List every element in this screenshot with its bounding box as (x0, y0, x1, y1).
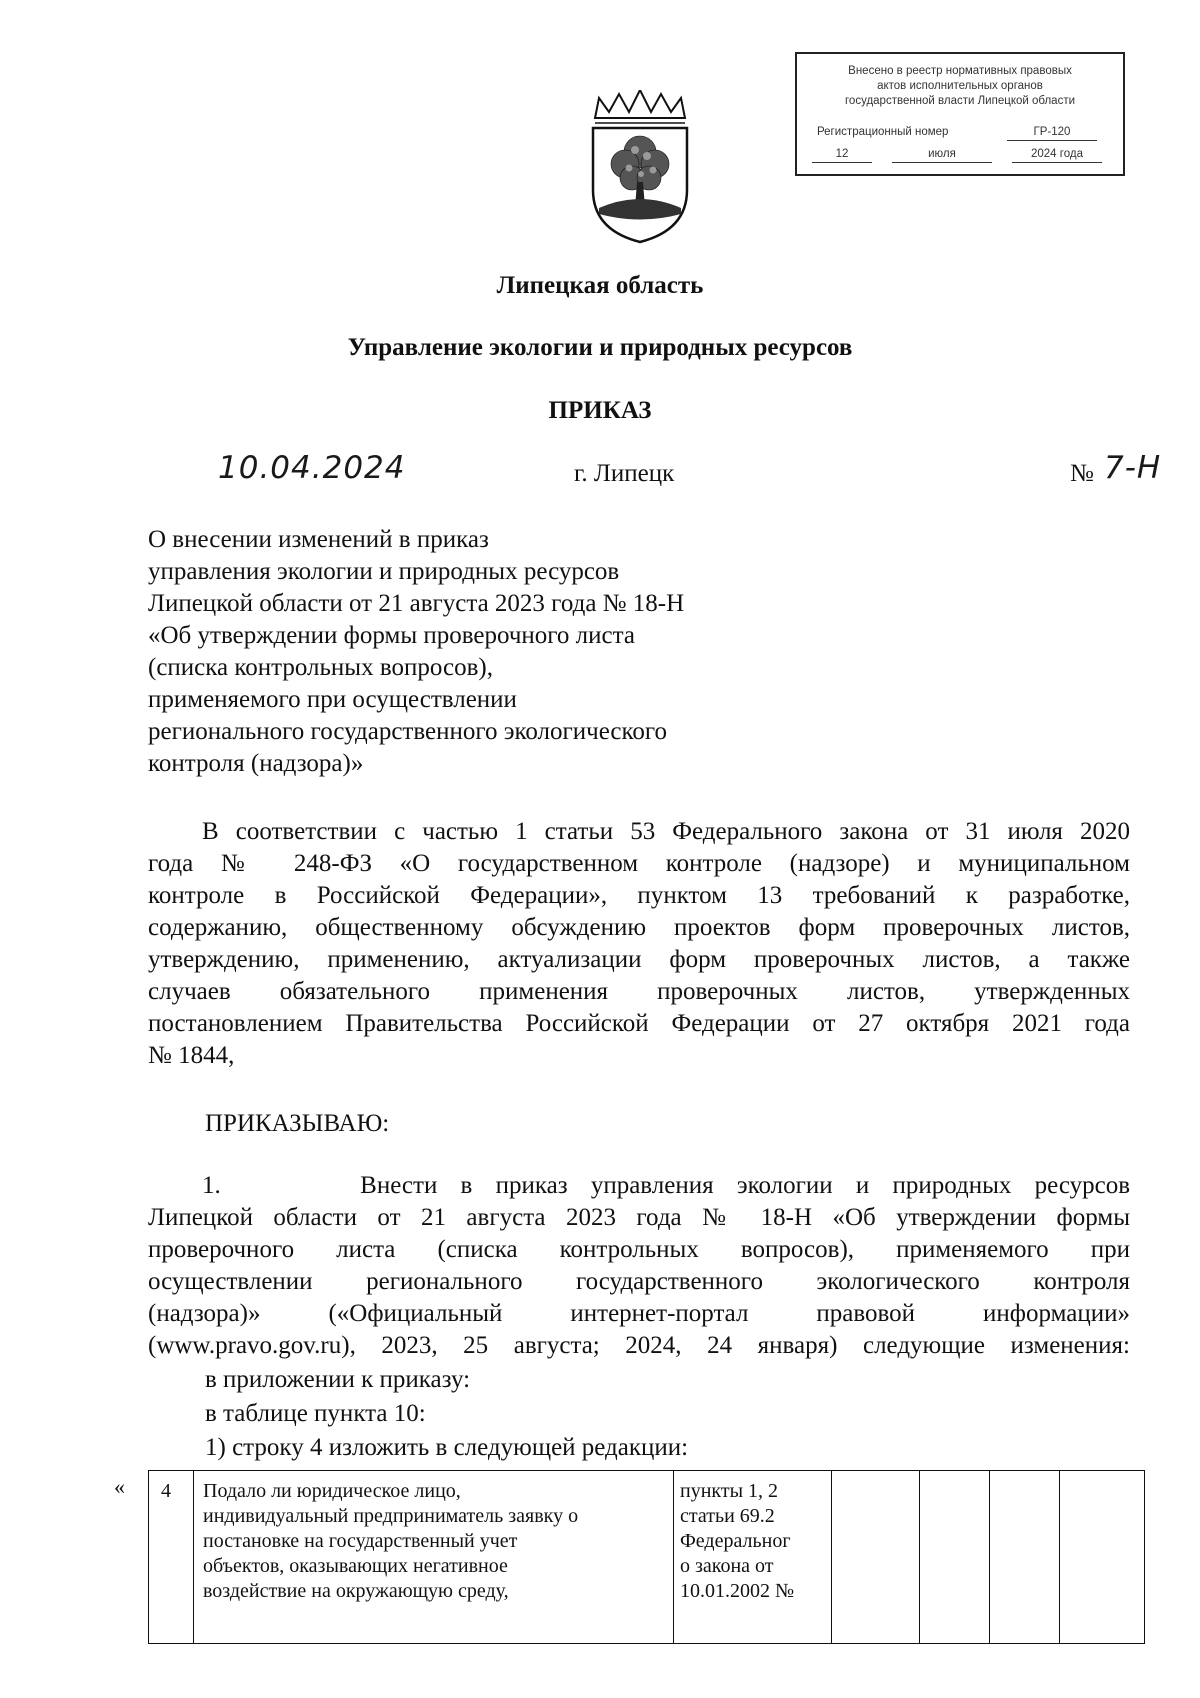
reference-line: пункты 1, 2 (680, 1480, 779, 1502)
sub-line-row4: 1) строку 4 изложить в следующей редакции: (205, 1434, 689, 1461)
title-line: Липецкой области от 21 августа 2023 года № 18-Н (148, 590, 685, 617)
table-open-quote: « (114, 1474, 125, 1499)
table-column-divider (831, 1471, 832, 1643)
title-line: контроля (надзора)» (148, 750, 364, 777)
item-1-paragraph (148, 1170, 1130, 1362)
order-word: ПРИКАЗЫВАЮ: (205, 1110, 390, 1137)
preamble-line: постановлением Правительства Российской Федерации от 27 октября 2021 года (148, 1010, 1130, 1037)
preamble-line: содержанию, общественному обсуждению проектов форм проверочных листов, (148, 914, 1130, 941)
reference-line: статьи 69.2 (680, 1505, 775, 1527)
stamp-reg-number: ГР-120 (1007, 125, 1097, 141)
stamp-month: июля (892, 147, 992, 163)
preamble-line: утверждению, применению, актуализации форм проверочных листов, а также (148, 946, 1130, 973)
stamp-line-2: актов исполнительных органов (877, 80, 1043, 92)
preamble-line: года № 248-ФЗ «О государственном контроле (надзоре) и муниципальном (148, 850, 1130, 877)
region-name: Липецкая область (496, 272, 704, 299)
title-line: применяемого при осуществлении (148, 686, 517, 713)
table-column-divider (1059, 1471, 1060, 1643)
question-line: объектов, оказывающих негативное (203, 1555, 508, 1577)
reference-line: о закона от (680, 1555, 774, 1577)
registry-stamp (795, 52, 1125, 176)
title-line: «Об утверждении формы проверочного листа (148, 622, 635, 649)
preamble-line: случаев обязательного применения проверочных листов, утвержденных (148, 978, 1130, 1005)
table-column-divider (673, 1471, 674, 1643)
item-1-line: Липецкой области от 21 августа 2023 года № 18-Н «Об утверждении формы (148, 1204, 1130, 1231)
stamp-year: 2024 года (1012, 147, 1102, 163)
coat-of-arms-emblem (585, 90, 695, 245)
table-column-divider (989, 1471, 990, 1643)
preamble-paragraph (148, 816, 1130, 1072)
item-1-line: (www.pravo.gov.ru), 2023, 25 августа; 2024, 24 января) следующие изменения: (148, 1332, 1130, 1359)
stamp-reg-label: Регистрационный номер (817, 126, 949, 138)
question-line: постановке на государственный учет (203, 1530, 518, 1552)
reference-line: 10.01.2002 № (680, 1580, 795, 1602)
stamp-day: 12 (812, 147, 872, 163)
question-line: Подало ли юридическое лицо, (203, 1480, 461, 1502)
item-1-line: 1. Внести в приказ управления экологии и природных ресурсов (202, 1172, 1130, 1199)
sub-line-table: в таблице пункта 10: (205, 1400, 426, 1427)
sub-line-appendix: в приложении к приказу: (205, 1366, 471, 1393)
title-line: О внесении изменений в приказ (148, 526, 489, 553)
question-line: индивидуальный предприниматель заявку о (203, 1505, 579, 1527)
preamble-line: В соответствии с частью 1 статьи 53 Федерального закона от 31 июля 2020 (202, 818, 1130, 845)
order-title (148, 524, 788, 780)
handwritten-number: 7-Н (1104, 450, 1162, 486)
item-1-line: проверочного листа (списка контрольных вопросов), применяемого при (148, 1236, 1130, 1263)
table-column-divider (919, 1471, 920, 1643)
item-1-line: (надзора)» («Официальный интернет-портал правовой информации» (148, 1300, 1130, 1327)
item-1-line: осуществлении регионального государственного экологического контроля (148, 1268, 1130, 1295)
number-prefix: № (1070, 460, 1094, 487)
title-line: управления экологии и природных ресурсов (148, 558, 620, 585)
handwritten-date: 10.04.2024 (218, 450, 406, 486)
title-line: регионального государственного экологического (148, 718, 668, 745)
reference-line: Федеральног (680, 1530, 791, 1552)
title-line: (списка контрольных вопросов), (148, 654, 493, 681)
stamp-line-3: государственной власти Липецкой области (844, 95, 1076, 107)
question-line: воздействие на окружающую среду, (203, 1580, 509, 1602)
preamble-line: № 1844, (148, 1042, 235, 1069)
amendment-table (148, 1470, 1145, 1644)
row-number: 4 (161, 1480, 171, 1502)
table-column-divider (193, 1471, 194, 1643)
preamble-line: контроле в Российской Федерации», пунктом 13 требований к разработке, (148, 882, 1130, 909)
city: г. Липецк (574, 460, 675, 487)
department-name: Управление экологии и природных ресурсов (347, 334, 853, 361)
stamp-line-1: Внесено в реестр нормативных правовых (848, 65, 1072, 77)
document-type: ПРИКАЗ (548, 397, 652, 424)
